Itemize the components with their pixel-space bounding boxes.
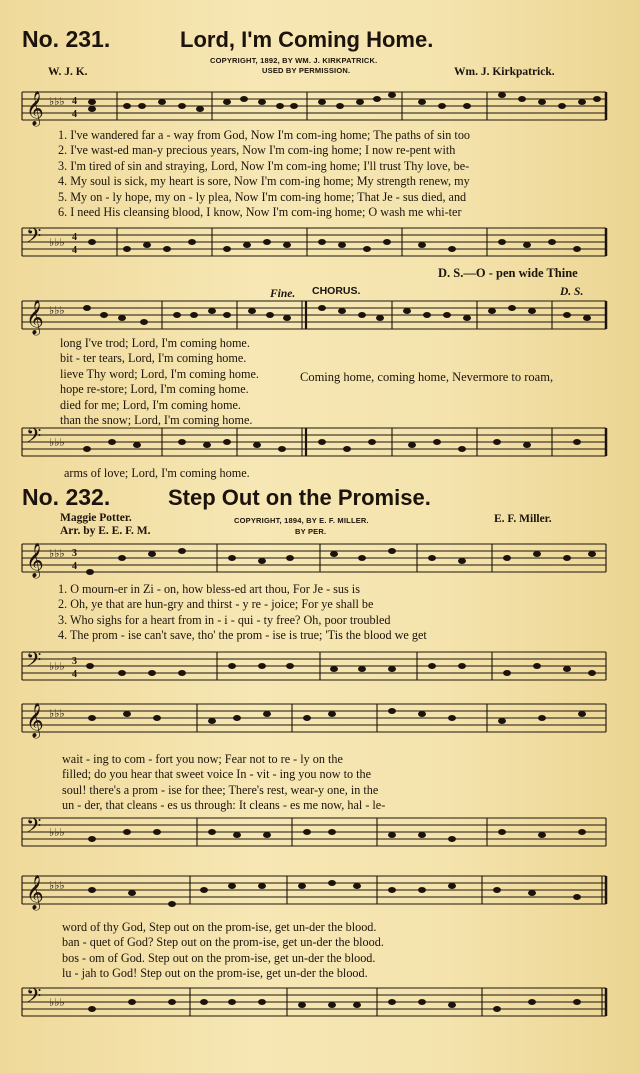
svg-text:♭♭♭: ♭♭♭ <box>49 237 65 249</box>
lyric-line: un - der, that cleans - es us through: It cleans - es me now, hal - le- <box>62 798 386 813</box>
lyric-line: lieve Thy word; Lord, I'm coming home. <box>60 366 259 381</box>
lyric-line: 1. O mourn-er in Zi - on, how bless-ed art thou, For Je - sus is <box>58 582 360 596</box>
bass-staff <box>22 220 606 264</box>
lyric-line: 4. The prom - ise can't save, tho' the prom - ise is true; 'Tis the blood we get <box>58 628 427 643</box>
lyric-line: bit - ter tears, Lord, I'm coming home. <box>60 351 247 366</box>
lyric-line: bos - om of God. Step out on the prom-ise, get un-der the blood. <box>62 950 376 965</box>
lyric-line: filled; do you hear that sweet voice In - vit - ing you now to the <box>62 767 372 782</box>
treble-staff <box>22 84 606 128</box>
ds-continuation: arms of love; Lord, I'm coming home. <box>64 466 250 480</box>
permission-notice: USED BY PERMISSION. <box>262 66 351 75</box>
svg-text:4: 4 <box>72 669 77 680</box>
lyric-line: 4. My soul is sick, my heart is sore, Now I'm com-ing home; My strength renew, my <box>58 174 470 189</box>
hymn-title: Step Out on the Promise. <box>168 485 431 510</box>
treble-staff <box>22 868 606 912</box>
lyric-line: long I've trod; Lord, I'm coming home. <box>60 336 250 350</box>
copyright-notice: COPYRIGHT, 1892, BY WM. J. KIRKPATRICK. <box>210 56 378 65</box>
lyric-line: 5. My on - ly hope, my on - ly plea, Now I'm com-ing home; That Je - sus died, and <box>58 189 467 204</box>
ds-mark: D. S. <box>560 286 584 298</box>
lyric-line: 2. Oh, ye that are hun-gry and thirst - y re - joice; For ye shall be <box>58 597 374 612</box>
chorus-label: CHORUS. <box>312 285 361 297</box>
svg-text:4: 4 <box>72 561 77 572</box>
treble-staff <box>22 696 606 740</box>
svg-text:𝄞: 𝄞 <box>26 544 44 577</box>
hymn-title: Lord, I'm Coming Home. <box>180 27 434 52</box>
lyric-line: than the snow; Lord, I'm coming home. <box>60 412 253 427</box>
lyric-line: 6. I need His cleansing blood, I know, Now I'm com-ing home; O wash me whi-ter <box>58 204 462 219</box>
treble-staff <box>22 293 606 337</box>
chorus-text: Coming home, coming home, Nevermore to roam, <box>300 370 554 384</box>
svg-text:♭♭♭: ♭♭♭ <box>49 305 65 317</box>
bass-staff <box>22 810 606 854</box>
lyric-line: 3. Who sighs for a heart from in - i - qui - ty free? Oh, poor troubled <box>58 612 391 627</box>
svg-text:♭♭♭: ♭♭♭ <box>49 661 65 673</box>
lyric-line: 2. I've wast-ed man-y precious years, Now I'm com-ing home; I now re-pent with <box>58 143 456 158</box>
hymn-number: No. 231. <box>22 26 111 52</box>
svg-text:𝄞: 𝄞 <box>26 704 44 737</box>
lyric-line: wait - ing to com - fort you now; Fear not to re - ly on the <box>62 752 343 766</box>
author-initials: W. J. K. <box>48 66 88 78</box>
bass-staff <box>22 980 606 1024</box>
svg-text:4: 4 <box>72 96 77 107</box>
lyric-line: died for me; Lord, I'm coming home. <box>60 397 241 412</box>
bass-staff <box>22 644 606 688</box>
svg-text:𝄢: 𝄢 <box>26 426 42 452</box>
verse-lines-232-c <box>62 920 384 982</box>
svg-text:𝄢: 𝄢 <box>26 816 42 842</box>
lyric-line: hope re-store; Lord, I'm coming home. <box>60 382 249 397</box>
lyric-line: 1. I've wandered far a - way from God, Now I'm com-ing home; The paths of sin too <box>58 128 471 142</box>
copyright-notice: COPYRIGHT, 1894, BY E. F. MILLER. <box>234 516 369 525</box>
svg-text:♭♭♭: ♭♭♭ <box>49 437 65 449</box>
verse-lines-232-a <box>58 582 427 644</box>
bass-staff <box>22 420 606 464</box>
lyric-line: ban - quet of God? Step out on the prom-ise, get un-der the blood. <box>62 935 384 950</box>
lyric-line: 3. I'm tired of sin and straying, Lord, Now I'm com-ing home; I'll trust Thy love, be- <box>58 158 470 173</box>
svg-text:♭♭♭: ♭♭♭ <box>49 827 65 839</box>
svg-text:𝄞: 𝄞 <box>26 876 44 909</box>
svg-text:4: 4 <box>72 109 77 120</box>
svg-text:♭♭♭: ♭♭♭ <box>49 880 65 892</box>
fine-mark: Fine. <box>270 288 296 300</box>
composer-credit: E. F. Miller. <box>494 513 552 525</box>
svg-text:𝄢: 𝄢 <box>26 986 42 1012</box>
composer-credit: Wm. J. Kirkpatrick. <box>454 66 555 78</box>
lyric-line: word of thy God, Step out on the prom-ise, get un-der the blood. <box>62 920 377 934</box>
svg-text:♭♭♭: ♭♭♭ <box>49 96 65 108</box>
svg-text:3: 3 <box>72 656 77 667</box>
svg-text:𝄢: 𝄢 <box>26 226 42 252</box>
permission-notice: BY PER. <box>295 527 327 536</box>
arranger-credit: Arr. by E. E. F. M. <box>60 525 151 537</box>
lyric-line: soul! there's a prom - ise for thee; There's rest, wear-y one, in the <box>62 782 379 797</box>
hymn-number: No. 232. <box>22 484 111 510</box>
verse-lines-231-b <box>60 336 259 428</box>
svg-text:4: 4 <box>72 232 77 243</box>
svg-text:♭♭♭: ♭♭♭ <box>49 997 65 1009</box>
ds-text: D. S.—O - pen wide Thine <box>438 266 578 280</box>
author-credit: Maggie Potter. <box>60 512 132 524</box>
svg-text:𝄢: 𝄢 <box>26 650 42 676</box>
treble-staff <box>22 536 606 580</box>
svg-text:3: 3 <box>72 548 77 559</box>
svg-text:𝄞: 𝄞 <box>26 91 44 126</box>
verse-lines-231 <box>58 128 470 220</box>
verse-lines-232-b <box>62 752 385 814</box>
svg-text:𝄞: 𝄞 <box>26 301 44 334</box>
svg-text:4: 4 <box>72 245 77 256</box>
lyric-line: lu - jah to God! Step out on the prom-ise, get un-der the blood. <box>62 966 368 981</box>
svg-text:♭♭♭: ♭♭♭ <box>49 708 65 720</box>
svg-text:♭♭♭: ♭♭♭ <box>49 548 65 560</box>
